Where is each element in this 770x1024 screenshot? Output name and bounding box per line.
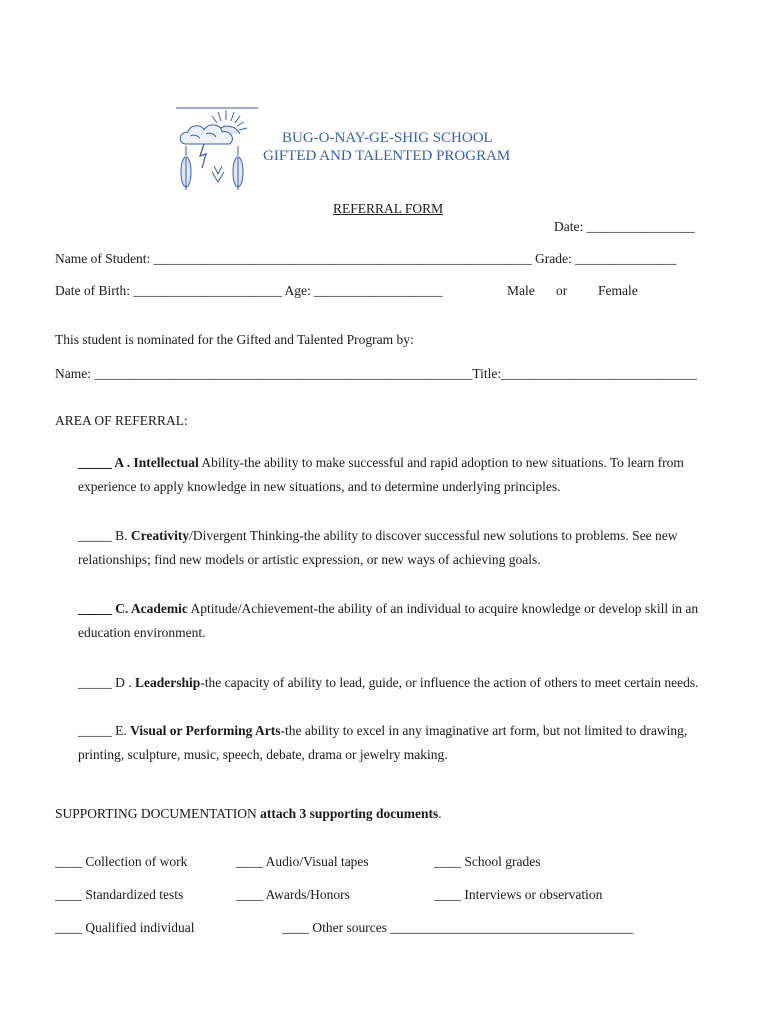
doc-qualified-individual[interactable]: ____ Qualified individual [55, 920, 195, 935]
area-description: Aptitude/Achievement-the ability of an individual to acquire knowledge or develop skill in an education environment. [78, 601, 699, 640]
area-description: /Divergent Thinking-the ability to discover successful new solutions to problems. See new relationships; find new models or artistic expression, or new ways of achieving goals. [78, 528, 678, 567]
or-text: or [556, 283, 568, 298]
supporting-heading-text: SUPPORTING DOCUMENTATION [55, 806, 261, 821]
area-label: Visual or Performing Arts [130, 723, 281, 738]
doc-other-sources[interactable]: ____ Other sources ____________________________________ [282, 920, 634, 935]
school-name: BUG-O-NAY-GE-SHIG SCHOOL [282, 130, 493, 146]
dob-age-field[interactable]: Date of Birth: ______________________ Age: ___________________ [55, 283, 443, 298]
supporting-heading-end: . [438, 806, 442, 821]
area-description: -the ability to excel in any imaginative art form, but not limited to drawing, printing, sculpture, music, speech, debate, drama or jewelry making. [78, 723, 688, 762]
area-description: Ability-the ability to make successful and rapid adoption to new situations. To learn from experience to apply knowledge in new situations, and to determine underlying principles. [78, 455, 684, 494]
area-item-intellectual[interactable] [78, 451, 728, 499]
program-name: GIFTED AND TALENTED PROGRAM [263, 148, 511, 164]
nominated-text: This student is nominated for the Gifted and Talented Program by: [55, 332, 414, 347]
doc-standardized-tests[interactable]: ____ Standardized tests [55, 887, 184, 902]
supporting-heading [55, 806, 442, 822]
female-option[interactable]: Female [598, 283, 638, 298]
doc-collection-of-work[interactable]: ____ Collection of work [55, 854, 188, 869]
doc-school-grades[interactable]: ____ School grades [434, 854, 541, 869]
area-blank[interactable]: _____ E. [78, 723, 131, 738]
form-title: REFERRAL FORM [333, 201, 444, 216]
area-label: Creativity [130, 528, 190, 543]
area-heading: AREA OF REFERRAL: [55, 413, 188, 428]
area-label: Leadership [135, 675, 201, 690]
doc-interviews-observation[interactable]: ____ Interviews or observation [434, 887, 603, 902]
area-blank[interactable]: _____ A . [78, 455, 134, 470]
area-item-academic[interactable] [78, 597, 728, 645]
supporting-heading-bold: attach 3 supporting documents [260, 806, 439, 821]
area-label: Academic [130, 601, 188, 616]
student-name-field[interactable]: Name of Student: ________________________________________________________ Grade: _______________ [55, 251, 677, 266]
nominator-field[interactable]: Name: ________________________________________________________Title:_____________________________ [55, 366, 697, 381]
male-option[interactable]: Male [507, 283, 535, 298]
cloud-sun-feathers-logo-icon [174, 106, 260, 194]
doc-audio-visual-tapes[interactable]: ____ Audio/Visual tapes [236, 854, 369, 869]
doc-awards-honors[interactable]: ____ Awards/Honors [236, 887, 350, 902]
area-item-creativity[interactable] [78, 524, 728, 572]
area-item-leadership[interactable] [78, 671, 728, 695]
area-blank[interactable]: _____ B. [78, 528, 131, 543]
area-description: -the capacity of ability to lead, guide, or influence the action of others to meet certain needs. [200, 675, 699, 690]
area-blank[interactable]: _____ D . [78, 675, 135, 690]
school-logo [174, 106, 260, 194]
area-label: Intellectual [133, 455, 199, 470]
area-blank[interactable]: _____ C. [78, 601, 131, 616]
date-field[interactable]: Date: ________________ [554, 219, 695, 234]
area-item-arts[interactable] [78, 719, 728, 767]
